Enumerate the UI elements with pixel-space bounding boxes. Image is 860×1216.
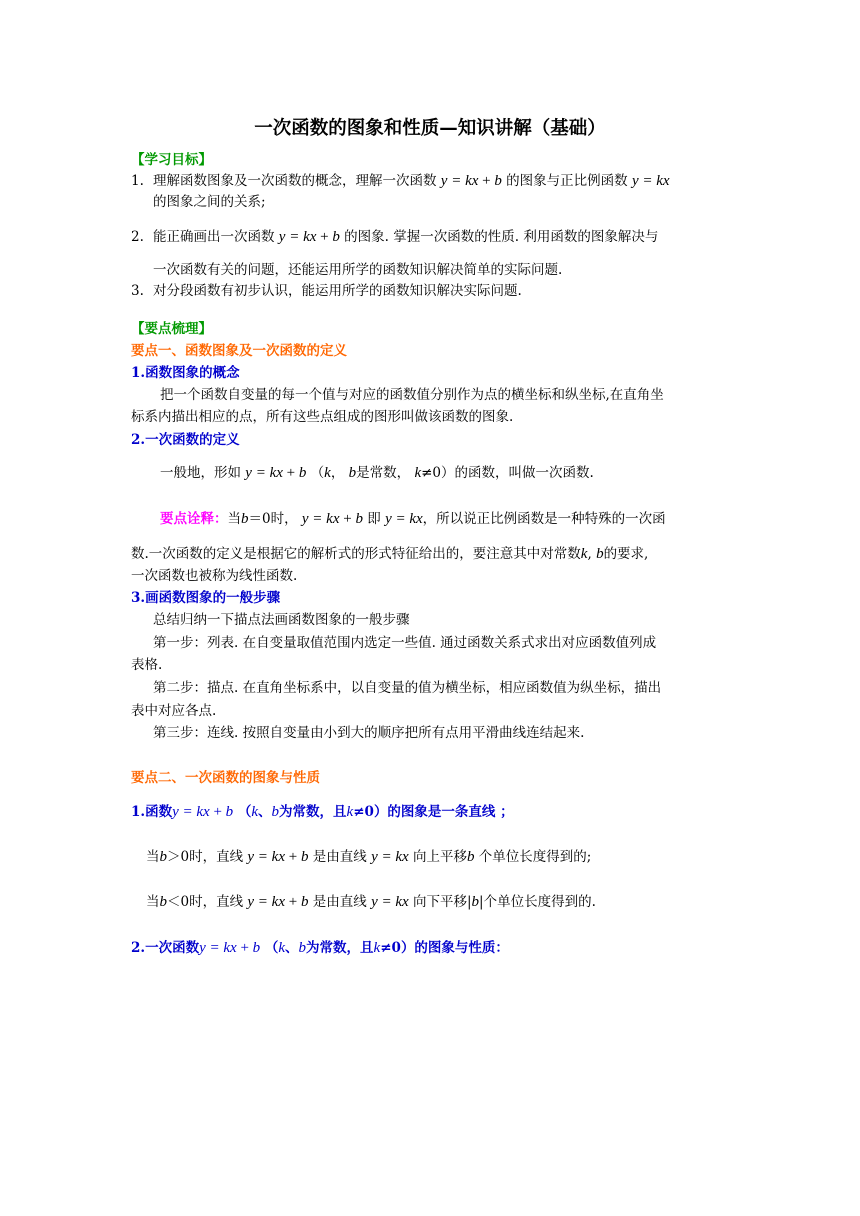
math-kx: kx [271,849,285,865]
math-kx: kx [269,465,283,481]
math-b: b [252,940,261,956]
goal-number: 2. [131,229,144,245]
math-k: k [414,465,422,481]
math-kx: kx [303,229,317,245]
math-b: b [355,511,363,527]
section-2-heading: 要点二、一次函数的图象与性质 [131,770,320,786]
goal-item-1 [131,172,670,190]
subsection-1-1-heading: 1.函数图象的概念 [131,365,240,381]
text: 当 [146,849,160,865]
text: 一般地，形如 [160,465,241,481]
math-b: b [332,229,340,245]
math-b: b [159,849,167,865]
math-y: y = [278,229,304,245]
math-b: b [271,804,280,820]
text: 即 [367,511,381,527]
math-y: y = [247,894,272,910]
goal-text: 的图象与正比例函数 [506,173,628,189]
text: 、 [258,804,272,820]
math-kx: kx [271,894,285,910]
math-abs-bar: | [466,894,472,910]
shift-down-line [146,893,596,911]
math-kx: kx [395,894,409,910]
text: （ [264,940,279,956]
note-line-3: 一次函数也被称为线性函数. [131,568,298,584]
math-plus: + [478,173,495,189]
math-y: y = [301,511,327,527]
math-y: y = [245,465,270,481]
note-line [160,510,666,528]
math-k: k [278,940,286,956]
step-3: 第三步：连线. 按照自变量由小到大的顺序把所有点用平滑曲线连结起来. [153,725,585,741]
goal-text: 对分段函数有初步认识，能运用所学的函数知识解决实际问题. [153,283,522,299]
text: 、 [285,940,299,956]
math-b: b [471,894,480,910]
definition-line [160,464,594,482]
text: 1.函数 [131,804,173,820]
goal-item-1-cont: 的图象之间的关系; [153,194,266,210]
math-y: y = [440,173,466,189]
text: （ [310,465,325,481]
math-plus: + [209,804,226,820]
math-eq0: ＝0 [248,511,271,527]
subsection-1-3-heading: 3.画函数图象的一般步骤 [131,590,281,606]
math-gt0: ＞0 [167,849,190,865]
step-1: 第一步：列表. 在自变量取值范围内选定一些值. 通过函数关系式求出对应函数值列成 [153,635,657,651]
math-kx: kx [196,804,210,820]
math-k: k [580,546,588,562]
math-kx: kx [326,511,340,527]
goal-item-3 [131,282,522,300]
text: ， [330,465,345,481]
math-plus: + [285,894,301,910]
text: ）的图象与性质： [400,940,509,956]
math-plus: + [285,849,301,865]
goal-text: 理解函数图象及一次函数的概念，理解一次函数 [153,173,437,189]
subsection-2-1-heading [131,803,514,821]
goal-number: 1. [131,173,144,189]
math-k: k [251,804,259,820]
text: ）的图象是一条直线 ； [373,804,514,820]
math-kx: kx [465,173,479,189]
math-kx: kx [395,849,409,865]
paragraph-text: 把一个函数自变量的每一个值与对应的函数值分别作为点的横坐标和纵坐标,在直角坐 [160,387,664,403]
text: 个单位长度得到的; [478,849,592,865]
subsection-1-2-heading: 2.一次函数的定义 [131,432,240,448]
math-y: y = [199,940,224,956]
text: 是常数， [356,465,411,481]
math-plus: + [316,229,333,245]
text: ，所以说正比例函数是一种特殊的一次函 [422,511,666,527]
math-kx: kx [656,173,670,189]
math-b: b [466,849,475,865]
goal-number: 3. [131,283,144,299]
math-kx: kx [409,511,423,527]
text: 当 [146,894,160,910]
text: 为常数，且 [306,940,374,956]
math-k: k [373,940,381,956]
math-plus: + [339,511,356,527]
page-title: 一次函数的图象和性质—知识讲解（基础） [254,118,606,139]
paragraph-text: 标系内描出相应的点，所有这些点组成的图形叫做该函数的图象. [131,409,514,425]
note-label: 要点诠释： [160,511,228,527]
math-b: b [596,546,604,562]
text: 的要求, [603,546,649,562]
shift-up-line [146,848,591,866]
text: 数.一次函数的定义是根据它的解析式的形式特征给出的，要注意其中对常数 [131,546,581,562]
text: 个单位长度得到的. [483,894,596,910]
note-line-2: 数.一次函数的定义是根据它的解析式的形式特征给出的，要注意其中对常数k, b的要求, [131,546,649,562]
points-header: 【要点梳理】 [131,321,212,337]
step-1-cont: 表格. [131,657,163,673]
math-y: y = [371,894,396,910]
math-ne0: ≠0 [380,940,401,956]
math-y: y = [631,173,657,189]
math-b: b [300,894,309,910]
goal-item-2-cont: 一次函数有关的问题，还能运用所学的函数知识解决简单的实际问题. [153,262,563,278]
math-b: b [159,894,167,910]
math-ne0: ≠0 [421,465,442,481]
math-k: k [346,804,354,820]
math-plus: + [236,940,253,956]
subsection-2-2-heading [131,939,509,957]
math-abs-bar: | [479,894,484,910]
text: 向下平移 [412,894,467,910]
step-2: 第二步：描点. 在直角坐标系中，以自变量的值为横坐标，相应函数值为纵坐标，描出 [153,680,662,696]
text: （ [237,804,252,820]
math-k: k [324,465,331,481]
math-b: b [300,849,309,865]
math-y: y = [172,804,197,820]
math-lt0: ＜0 [167,894,190,910]
math-ne0: ≠0 [353,804,374,820]
text: 为常数，且 [279,804,347,820]
math-b: b [348,465,357,481]
goal-text: 能正确画出一次函数 [153,229,275,245]
step-2-cont: 表中对应各点. [131,703,217,719]
math-b: b [298,465,307,481]
math-y: y = [247,849,272,865]
math-y: y = [371,849,396,865]
math-b: b [494,173,502,189]
math-y: y = [385,511,410,527]
text: 当 [227,511,241,527]
math-b: b [298,940,307,956]
goals-header: 【学习目标】 [131,152,212,168]
text: 2.一次函数 [131,940,200,956]
math-b: b [241,511,249,527]
text: 向上平移 [412,849,467,865]
math-plus: + [282,465,299,481]
section-1-heading: 要点一、函数图象及一次函数的定义 [131,343,347,359]
text: 是由直线 [312,849,367,865]
math-b: b [225,804,234,820]
goal-text: 的图象. 掌握一次函数的性质. 利用函数的图象解决与 [344,229,659,245]
text: 时， [270,511,298,527]
math-kx: kx [223,940,237,956]
paragraph-text: 总结归纳一下描点法画函数图象的一般步骤 [153,612,410,628]
text: 时，直线 [189,849,244,865]
text: 是由直线 [312,894,367,910]
text: 时，直线 [189,894,244,910]
goal-item-2 [131,228,658,246]
text: ）的函数，叫做一次函数. [441,465,594,481]
